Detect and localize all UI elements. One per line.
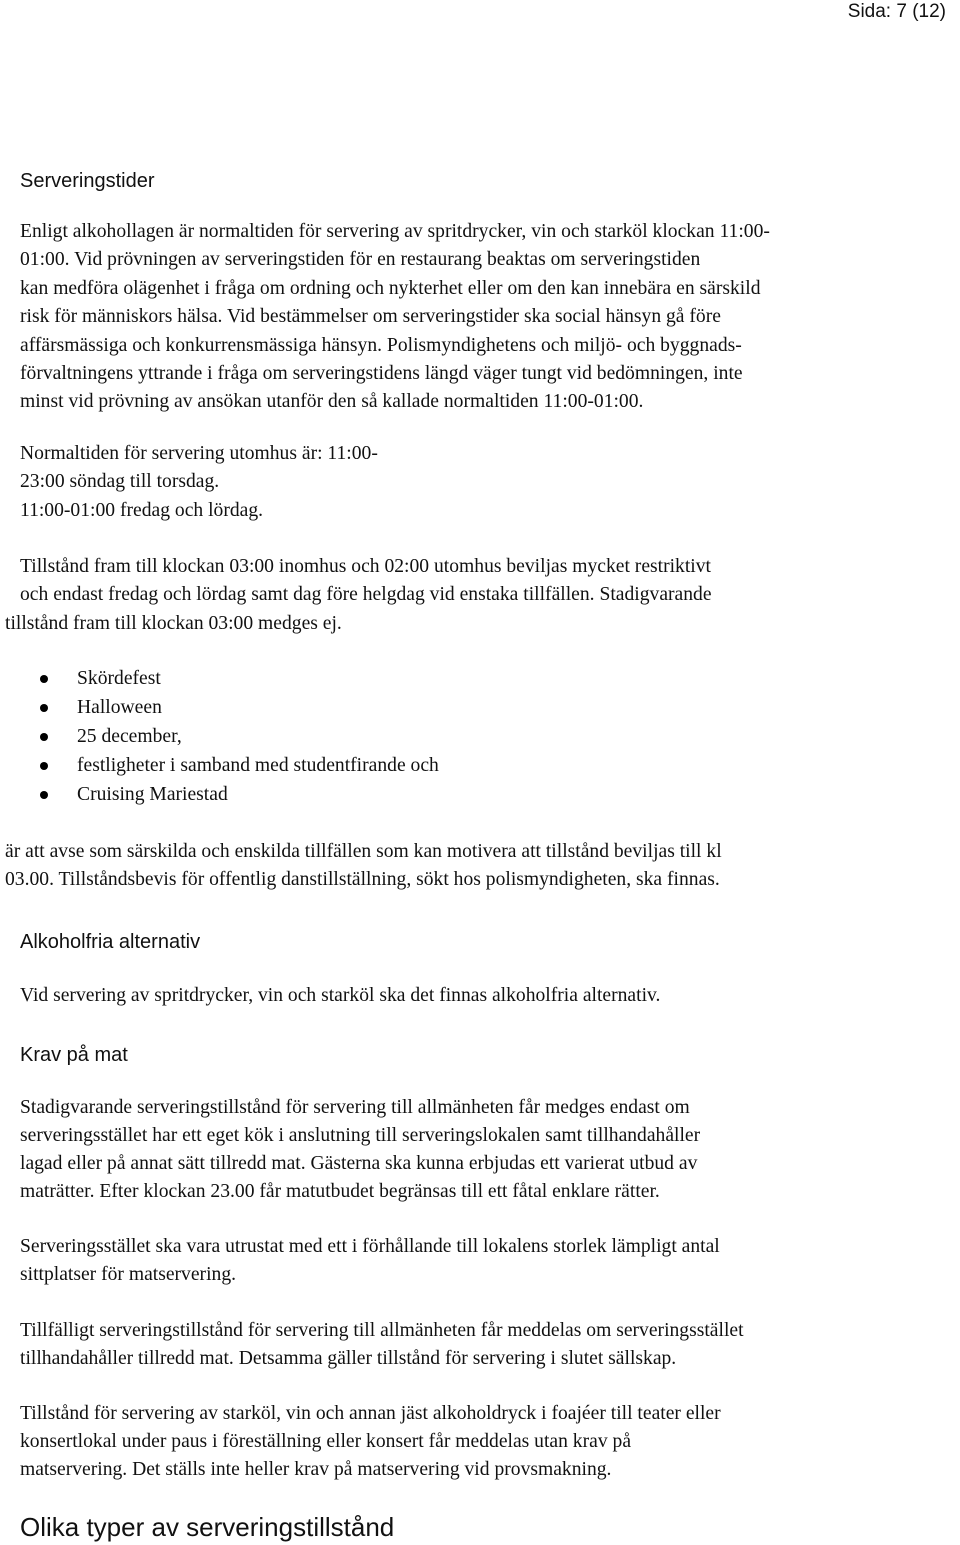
- list-item-label: 25 december,: [77, 726, 182, 747]
- bullet-icon: [40, 762, 48, 770]
- paragraph-sittplatser: [20, 1233, 940, 1289]
- text-line: Normaltiden för servering utomhus är: 11:00-: [20, 443, 378, 464]
- paragraph-tillstand-0300: [5, 553, 940, 638]
- text-line: och endast fredag och lördag samt dag före helgdag vid enstaka tillfällen. Stadigvarande: [20, 584, 712, 606]
- text-line: Tillstånd fram till klockan 03:00 inomhus och 02:00 utomhus beviljas mycket restriktivt: [20, 556, 711, 577]
- text-line: maträtter. Efter klockan 23.00 får matutbudet begränsas till ett fåtal enklare rätter.: [20, 1181, 660, 1202]
- text-line: Stadigvarande serveringstillstånd för servering till allmänheten får medges endast om: [20, 1097, 690, 1118]
- text-line: risk för människors hälsa. Vid bestämmelser om serveringstider ska social hänsyn gå före: [20, 306, 721, 328]
- text-line: Vid servering av spritdrycker, vin och starköl ska det finnas alkoholfria alternativ.: [20, 985, 661, 1006]
- list-item-label: Skördefest: [77, 668, 161, 689]
- list-item-label: Cruising Mariestad: [77, 784, 228, 805]
- paragraph-normaltid: [20, 218, 940, 417]
- text-line: 01:00. Vid prövningen av serveringstiden för en restaurang beaktas om serveringstiden: [20, 249, 701, 271]
- paragraph-foajeer: [20, 1400, 940, 1484]
- text-line: förvaltningens yttrande i fråga om serveringstidens längd väger tungt vid bedömningen, inte: [20, 363, 743, 385]
- paragraph-utomhus: [20, 440, 940, 525]
- list-item-label: Halloween: [77, 697, 162, 718]
- text-line: tillstånd fram till klockan 03:00 medges ej.: [5, 612, 342, 634]
- list-item: [0, 780, 439, 809]
- heading-serveringstider: Serveringstider: [20, 170, 155, 192]
- text-line: 03.00. Tillståndsbevis för offentlig danstillställning, sökt hos polismyndigheten, ska finnas.: [5, 869, 720, 891]
- paragraph-alkoholfria: [20, 982, 940, 1010]
- text-line: matservering. Det ställs inte heller krav på matservering vid provsmakning.: [20, 1459, 612, 1480]
- heading-krav-pa-mat: Krav på mat: [20, 1044, 128, 1066]
- list-item-label: festligheter i samband med studentfirande och: [77, 755, 439, 776]
- text-line: konsertlokal under paus i föreställning eller konsert får meddelas utan krav på: [20, 1431, 632, 1452]
- text-line: kan medföra olägenhet i fråga om ordning och nykterhet eller om den kan innebära en särskild: [20, 277, 761, 299]
- bullet-icon: [40, 675, 48, 683]
- text-line: Tillstånd för servering av starköl, vin och annan jäst alkoholdryck i foajéer till teater eller: [20, 1403, 721, 1424]
- text-line: affärsmässiga och konkurrensmässiga hänsyn. Polismyndighetens och miljö- och byggnads-: [20, 334, 742, 356]
- list-item: [0, 664, 439, 693]
- paragraph-sarskilda-tillfallen: [5, 838, 940, 895]
- page-number: Sida: 7 (12): [847, 1, 946, 22]
- text-line: 23:00 söndag till torsdag.: [20, 471, 220, 493]
- text-line: tillhandahåller tillredd mat. Detsamma gäller tillstånd för servering i slutet sällskap.: [20, 1348, 677, 1369]
- bullet-icon: [40, 733, 48, 741]
- list-item: [0, 722, 439, 751]
- bullet-icon: [40, 704, 48, 712]
- text-line: serveringsstället har ett eget kök i anslutning till serveringslokalen samt tillhandahåller: [20, 1125, 701, 1146]
- text-line: är att avse som särskilda och enskilda tillfällen som kan motivera att tillstånd beviljas till kl: [5, 841, 722, 862]
- heading-alkoholfria-alternativ: Alkoholfria alternativ: [20, 931, 201, 953]
- text-line: Serveringsstället ska vara utrustat med ett i förhållande till lokalens storlek lämpligt antal: [20, 1236, 720, 1257]
- text-line: 11:00-01:00 fredag och lördag.: [20, 499, 264, 521]
- bullet-list-occasions: [0, 664, 439, 809]
- text-line: lagad eller på annat sätt tillredd mat. Gästerna ska kunna erbjudas ett varierat utbud av: [20, 1153, 698, 1174]
- text-line: Enligt alkohollagen är normaltiden för servering av spritdrycker, vin och starköl klockan 11:00-: [20, 221, 770, 242]
- paragraph-stadigvarande: [20, 1094, 940, 1206]
- bullet-icon: [40, 791, 48, 799]
- heading-olika-typer: Olika typer av serveringstillstånd: [20, 1512, 395, 1542]
- text-line: minst vid prövning av ansökan utanför den så kallade normaltiden 11:00-01:00.: [20, 391, 644, 413]
- list-item: [0, 751, 439, 780]
- list-item: [0, 693, 439, 722]
- text-line: sittplatser för matservering.: [20, 1264, 237, 1285]
- paragraph-tillfalligt: [20, 1317, 940, 1373]
- text-line: Tillfälligt serveringstillstånd för servering till allmänheten får meddelas om serveringsstället: [20, 1320, 744, 1341]
